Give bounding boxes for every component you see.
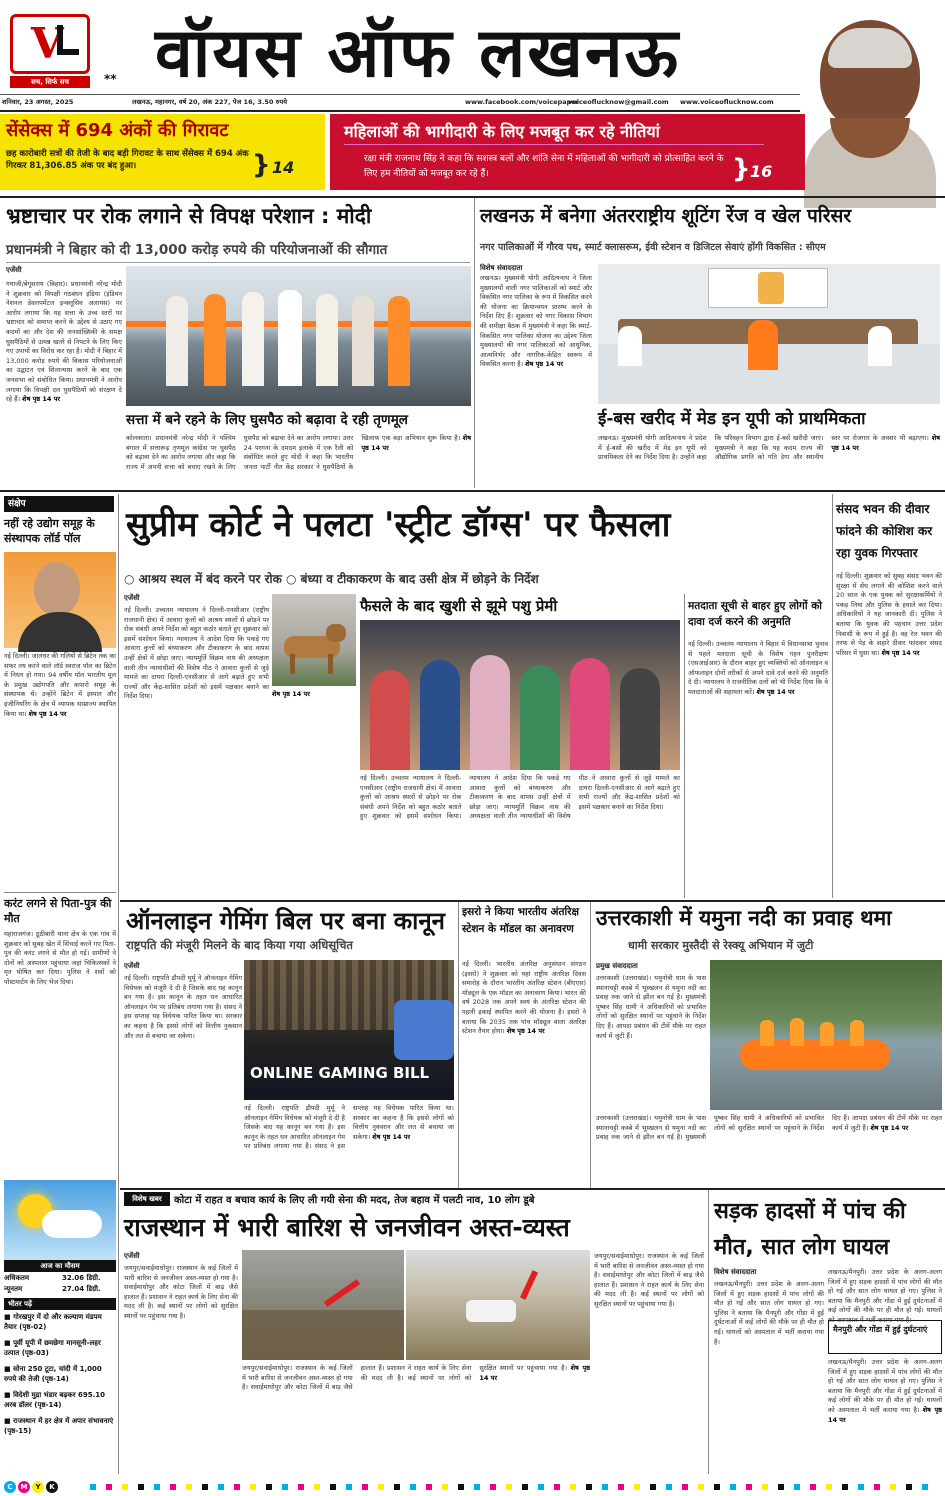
yogi-subheadline-2: ई-बस खरीद में मेड इन यूपी को प्राथमिकता [598, 409, 866, 429]
inside-item-text: राजस्थान में हर क्षेत्र में अपार संभावनाएं [13, 1417, 114, 1425]
flood-photo-1 [242, 1250, 404, 1360]
uttarkashi-subheadline: धामी सरकार मुस्तैदी से रेस्क्यू अभियान में जुटी [628, 939, 814, 952]
rajasthan-byline: एजेंसी [124, 1252, 140, 1260]
inside-item-page: (पृष्ठ-03) [21, 1349, 49, 1357]
modi-photo [126, 266, 471, 406]
accident-body [714, 1280, 824, 1474]
inside-title: भीतर पढ़ें [4, 1298, 116, 1310]
celebration-photo [360, 620, 680, 770]
court-text: नई दिल्ली। उच्चतम न्यायालय ने दिल्ली-एनसीआर (राष्ट्रीय राजधानी क्षेत्र) में आवारा कुत्तों को आश्रय स्थलों से छोड़ने पर रोक संबंधी अपने निर्देश को बहुत कठोर बताते हुए शुक्रवार को इसमें संशोधन किया। न्यायालय ने आदेश दिया कि पकड़े गए आवारा कुत्तों को बंध्याकरण और टीकाकरण के बाद वापस उन्हीं क्षेत्रों में छोड़ा जाए। न्यायमूर्ति विक्रम नाथ की अध्यक्षता वाली तीन न्यायाधीशों की विशेष पीठ ने आवारा कुत्तों से जुड़े मामले का दायरा दिल्ली-एनसीआर से आगे बढ़ाते हुए सभी राज्यों और केंद्र-शासित प्रदेशों को इसमें पक्षकार बनाने का निर्देश दिया। [124, 606, 269, 701]
weather-max-value: 32.06 डिग्री. [62, 1274, 101, 1282]
tagline-text: सच, सिर्फ सच [31, 78, 69, 86]
weather-min-label: न्यूनतम [4, 1285, 23, 1293]
modi-text-2: कोलकाता। प्रधानमंत्री नरेन्द्र मोदी ने पश्चिम बंगाल में सत्तारूढ़ तृणमूल कांग्रेस पर घुसपैठ को बढ़ावा देने का आरोप लगाया और कहा कि राज्य में अपनी सत्ता को बचाए रखने के लिए घुसपैठ को बढ़ावा देने का आरोप लगाया। उत्तर 24 परगना के दमदम इलाके में एक रैली को संबोधित करते हुए मोदी ने कहा कि भारतीय जनता पार्टी नीत केंद्र सरकार ने घुसपैठियों के खिलाफ एक बड़ा अभियान शुरू किया है। [126, 434, 461, 471]
weather-max-label: अधिकतम [4, 1274, 30, 1282]
yogi-headline: लखनऊ में बनेगा अंतरराष्ट्रीय शूटिंग रेंज व खेल परिसर [480, 205, 852, 227]
yogi-continued: शेष पृष्ठ 14 पर [525, 360, 564, 369]
rajasthan-body-2 [242, 1364, 590, 1474]
uttarkashi-body [596, 974, 706, 1110]
modi-subheadline: प्रधानमंत्री ने बिहार को दी 13,000 करोड़ रुपये की परियोजनाओं की सौगात [6, 242, 388, 258]
sidebar-label-text: संक्षेप [8, 499, 26, 509]
uttarkashi-headline: उत्तरकाशी में यमुना नदी का प्रवाह थमा [596, 906, 892, 930]
accident-text: लखनऊ/मैनपुरी। उत्तर प्रदेश के अलग-अलग जिलों में हुए सड़क हादसों में पांच लोगों की मौत हो गई और सात लोग घायल हो गए। पुलिस ने बताया कि मैनपुरी और गोंडा में हुई दुर्घटनाओं में कई लोगों की मौके पर ही मौत हो गई। घायलों को अस्पताल में भर्ती कराया गया है। [714, 1280, 824, 1346]
accident-text-2: लखनऊ/मैनपुरी। उत्तर प्रदेश के अलग-अलग जिलों में हुए सड़क हादसों में पांच लोगों की मौत हो गई और सात लोग घायल हो गए। पुलिस ने बताया कि मैनपुरी और गोंडा में हुई दुर्घटनाओं में कई लोगों की मौके पर ही मौत हो गई। घायलों को अस्पताल में भर्ती कराया गया है। [828, 1268, 942, 1324]
stars: ** [104, 72, 117, 86]
parliament-continued: शेष पृष्ठ 14 पर [881, 648, 920, 657]
voter-body [688, 640, 828, 898]
president-photo [800, 8, 940, 208]
inside-item[interactable]: ■ गोरखपुर में दो और कल्याण मंडपम तैयार (पृष्ठ-02) [4, 1313, 102, 1331]
accident-continued: शेष पृष्ठ 14 पर [828, 1405, 943, 1424]
gaming-body-2 [244, 1104, 454, 1188]
inside-item-text: सोना 250 टूटा, चांदी में 1,000 रुपये की तेजी [4, 1365, 102, 1383]
rajasthan-text-2: जयपुर/सवाईमाधोपुर। राजस्थान के कई जिलों में भारी बारिश से जनजीवन अस्त-व्यस्त हो गया है। सवाईमाधोपुर और कोटा जिलों में बाढ़ जैसे हालात हैं। प्रशासन ने राहत कार्य के लिए सेना की मदद ली है। कई स्थानों पर लोगों को सुरक्षित स्थानों पर पहुंचाया गया है। [242, 1364, 568, 1392]
weather-min-value: 27.04 डिग्री. [62, 1285, 101, 1293]
gaming-text-2: नई दिल्ली। राष्ट्रपति द्रौपदी मुर्मू ने ऑनलाइन गेमिंग विधेयक को मंजूरी दे दी है जिसके बाद यह कानून बन गया है। इस कानून के तहत धन आधारित ऑनलाइन गेम पर प्रतिबंध लगाया गया है। संसद ने इस सप्ताह यह विधेयक पारित किया था। सरकार का कहना है कि इससे लोगों को वित्तीय नुकसान और लत से बचाया जा सकेगा। [244, 1104, 454, 1151]
gaming-subheadline: राष्ट्रपति की मंजूरी मिलने के बाद किया गया अधिसूचित [126, 938, 353, 952]
inside-item-page: (पृष्ठ-14) [34, 1401, 62, 1409]
rajasthan-text: जयपुर/सवाईमाधोपुर। राजस्थान के कई जिलों में भारी बारिश से जनजीवन अस्त-व्यस्त हो गया है। सवाईमाधोपुर और कोटा जिलों में बाढ़ जैसे हालात हैं। प्रशासन ने राहत कार्य के लिए सेना की मदद ली है। कई स्थानों पर लोगों को सुरक्षित स्थानों पर पहुंचाया गया है। [124, 1264, 238, 1320]
issue-date: शनिवार, 23 अगस्त, 2025 [2, 98, 74, 106]
rajasthan-text-3: जयपुर/सवाईमाधोपुर। राजस्थान के कई जिलों में भारी बारिश से जनजीवन अस्त-व्यस्त हो गया है। सवाईमाधोपुर और कोटा जिलों में बाढ़ जैसे हालात हैं। प्रशासन ने राहत कार्य के लिए सेना की मदद ली है। कई स्थानों पर लोगों को सुरक्षित स्थानों पर पहुंचाया गया है। [594, 1252, 704, 1308]
voter-text: नई दिल्ली। उच्चतम न्यायालय ने बिहार में विधानसभा चुनाव से पहले मतदाता सूची के विशेष गहन पुनरीक्षण (एसआईआर) के दौरान बाहर हुए व्यक्तियों को ऑनलाइन व ऑफलाइन दोनों तरीकों से अपने दावे दर्ज करने की अनुमति दे दी। न्यायालय ने राजनीतिक दलों को भी निर्देश दिया कि वे मतदाताओं की सहायता करें। [688, 640, 828, 696]
current-death-headline: करंट लगने से पिता-पुत्र की मौत [4, 897, 112, 925]
rescue-photo [710, 960, 942, 1110]
gaming-byline: एजेंसी [124, 962, 140, 970]
yogi-photo [598, 264, 940, 404]
court-continued: शेष पृष्ठ 14 पर [272, 690, 310, 698]
cmyk-mark-k: K [46, 1481, 58, 1493]
logo-text: V [31, 19, 64, 68]
cmyk-mark-y: Y [32, 1481, 44, 1493]
logo [10, 14, 90, 74]
modi-continued: शेष पृष्ठ 14 पर [22, 395, 61, 404]
cmyk-mark-c: C [4, 1481, 16, 1493]
current-death-text: महाराजगंज। ठूठीबारी थाना क्षेत्र के एक गांव में शुक्रवार को सुबह खेत में सिंचाई करने गए पिता-पुत्र की करंट लगने से मौत हो गई। ग्रामीणों ने दोनों को अस्पताल पहुंचाया जहां चिकित्सकों ने मृत घोषित कर दिया। पुलिस ने शवों को पोस्टमार्टम के लिए भेज दिया। [4, 930, 116, 986]
lord-paul-headline: नहीं रहे उद्योग समूह के संस्थापक लॉर्ड पॉल [4, 517, 95, 545]
court-headline: सुप्रीम कोर्ट ने पलटा 'स्ट्रीट डॉग्स' पर फैसला [126, 505, 671, 545]
gaming-headline: ऑनलाइन गेमिंग बिल पर बना कानून [126, 907, 446, 935]
uttarkashi-byline: प्रमुख संवाददाता [596, 962, 638, 970]
gaming-photo [244, 960, 454, 1100]
yogi-text-2: लखनऊ। मुख्यमंत्री योगी आदित्यनाथ ने प्रदेश में ई-बसों की खरीद में मेड इन यूपी को प्राथमिकता देने का निर्देश दिया है। उन्होंने कहा कि परिवहन विभाग द्वारा ई-बसें खरीदी जाएं। मुख्यमंत्री ने कहा कि यह कदम राज्य की औद्योगिक प्रगति को गति देगा और स्थानीय स्तर पर रोजगार के अवसर भी बढ़ाएगा। [598, 434, 929, 462]
inside-list [4, 1312, 116, 1442]
court-body-2 [272, 690, 356, 850]
yogi-body [480, 264, 592, 486]
parliament-text: नई दिल्ली। शुक्रवार को सुबह संसद भवन की सुरक्षा में सेंध लगाने की कोशिश करने वाले 20 साल के एक युवक को सुरक्षाकर्मियों ने पकड़ लिया और पुलिस के हवाले कर दिया। अधिकारियों ने यह जानकारी दी। पुलिस ने बताया कि युवक की पहचान उत्तर प्रदेश निवासी के रूप में हुई है। वह रेल भवन की तरफ से पेड़ के सहारे दीवार फांदकर संसद परिसर में घुसा था। [836, 572, 942, 657]
rajasthan-headline: राजस्थान में भारी बारिश से जनजीवन अस्त-व्यस्त [124, 1213, 570, 1242]
rajasthan-label [124, 1192, 170, 1206]
inside-item-page: (पृष्ठ-14) [41, 1375, 69, 1383]
parliament-headline: संसद भवन की दीवार फांदने की कोशिश कर रहा युवक गिरफ्तार [836, 502, 933, 560]
color-registration-bar [0, 1478, 945, 1496]
weather-image [4, 1180, 116, 1260]
modi-body-2 [126, 434, 471, 486]
accident-byline: विशेष संवाददाता [714, 1268, 757, 1276]
weather-table [4, 1273, 116, 1295]
celebration-caption: फैसले के बाद खुशी से झूमे पशु प्रेमी [360, 597, 558, 615]
rajasthan-kicker: कोटा में राहत व बचाव कार्य के लिए ली गयी सेना की मदद, तेज बहाव में पलटी नाव, 10 लोग डूबे [174, 1195, 535, 1206]
parliament-body [836, 572, 942, 898]
teaser-page: 16 [750, 162, 773, 181]
modi-headline: भ्रष्टाचार पर रोक लगाने से विपक्ष परेशान : मोदी [6, 204, 372, 228]
isro-continued: शेष पृष्ठ 14 पर [506, 1027, 545, 1036]
gaming-continued: शेष पृष्ठ 14 पर [372, 1132, 411, 1141]
accident-body-2 [828, 1268, 942, 1324]
court-subheadline: ○ आश्रय स्थल में बंद करने पर रोक ○ बंध्या व टीकाकरण के बाद उसी क्षेत्र में छोड़ने के निर्देश [124, 572, 539, 586]
website-link[interactable]: www.voiceoflucknow.com [680, 98, 774, 106]
lord-paul-body [4, 652, 116, 888]
masthead-title: वॉयस ऑफ लखनऊ [155, 14, 681, 93]
uttarkashi-continued: शेष पृष्ठ 14 पर [870, 1123, 909, 1132]
sidebar-label [4, 496, 114, 512]
celebration-text [360, 774, 680, 898]
accident-body-3 [828, 1358, 942, 1474]
cmyk-mark-m: M [18, 1481, 30, 1493]
court-text-2: नई दिल्ली। उच्चतम न्यायालय ने दिल्ली-एनसीआर (राष्ट्रीय राजधानी क्षेत्र) में आवारा कुत्तों को आश्रय स्थलों से छोड़ने पर रोक संबंधी अपने निर्देश को बहुत कठोर बताते हुए शुक्रवार को इसमें संशोधन किया। न्यायालय ने आदेश दिया कि पकड़े गए आवारा कुत्तों को बंध्याकरण और टीकाकरण के बाद वापस उन्हीं क्षेत्रों में छोड़ा जाए। न्यायमूर्ति विक्रम नाथ की अध्यक्षता वाली तीन न्यायाधीशों की विशेष पीठ ने आवारा कुत्तों से जुड़े मामले का दायरा दिल्ली-एनसीआर से आगे बढ़ाते हुए सभी राज्यों और केंद्र-शासित प्रदेशों को इसमें पक्षकार बनाने का निर्देश दिया। [360, 774, 680, 821]
yogi-continued-2: शेष पृष्ठ 14 पर [831, 434, 940, 452]
teaser-sensex[interactable]: सेंसेक्स में 694 अंकों की गिरावट छह कारोबारी सत्रों की तेजी के बाद बड़ी गिरावट के साथ सेंसेक्स में 694 अंक गिरकर 81,306.85 अंक पर बंद हुआ। } 14 [0, 114, 325, 190]
accident-text-3: लखनऊ/मैनपुरी। उत्तर प्रदेश के अलग-अलग जिलों में हुए सड़क हादसों में पांच लोगों की मौत हो गई और सात लोग घायल हो गए। पुलिस ने बताया कि मैनपुरी और गोंडा में हुई दुर्घटनाओं में कई लोगों की मौके पर ही मौत हो गई। घायलों को अस्पताल में भर्ती कराया गया है। [828, 1358, 942, 1414]
court-body [124, 606, 269, 898]
court-byline: एजेंसी [124, 594, 140, 602]
teaser-women[interactable]: महिलाओं की भागीदारी के लिए मजबूत कर रहे नीतियां रक्षा मंत्री राजनाथ सिंह ने कहा कि सशस्त्र बलों और शांति सेना में महिलाओं की भागीदारी को प्रोत्साहित करने के लिए हम नीतियों को मजबूत कर रहे हैं। } 16 [330, 114, 805, 190]
uttarkashi-text: उत्तरकाशी (उत्तराखंड)। यमुनोत्री धाम के पास स्यानाचट्टी कस्बे में भूस्खलन से यमुना नदी का प्रवाह रुक जाने से झील बन गई है। मुख्यमंत्री पुष्कर सिंह धामी ने अधिकारियों को प्रभावित लोगों को सुरक्षित स्थानों पर पहुंचाने के निर्देश दिए हैं। आपदा प्रबंधन की टीमें मौके पर राहत कार्य में जुटी हैं। [596, 974, 706, 1040]
facebook-link[interactable]: www.facebook.com/voicepaper [465, 98, 579, 106]
inside-item[interactable]: ■ पूर्वी यूपी में छमछेगा मानसूनी-लहर उत्पात (पृष्ठ-03) [4, 1339, 101, 1357]
uttarkashi-text-2: उत्तरकाशी (उत्तराखंड)। यमुनोत्री धाम के पास स्यानाचट्टी कस्बे में भूस्खलन से यमुना नदी का प्रवाह रुक जाने से झील बन गई है। मुख्यमंत्री पुष्कर सिंह धामी ने अधिकारियों को प्रभावित लोगों को सुरक्षित स्थानों पर पहुंचाने के निर्देश दिए हैं। आपदा प्रबंधन की टीमें मौके पर राहत कार्य में जुटी हैं। [596, 1114, 942, 1142]
lord-paul-continued: शेष पृष्ठ 14 पर [28, 709, 67, 718]
edition-info: लखनऊ, महानगर, वर्ष 20, अंक 227, पेज 16, 3.50 रुपये [132, 98, 287, 106]
accident-box-text: मैनपुरी और गोंडा में हुई दुर्घटनाएं [833, 1325, 928, 1334]
weather-title: आज का मौसम [4, 1260, 116, 1272]
inside-item-text: पूर्वी यूपी में छमछेगा मानसूनी-लहर उत्पात [4, 1339, 101, 1357]
rajasthan-body [124, 1264, 238, 1474]
teaser-page: 14 [272, 158, 295, 177]
dog-photo [272, 594, 356, 686]
rajasthan-label-text: विशेष खबर [132, 1195, 162, 1203]
isro-headline: इसरो ने किया भारतीय अंतरिक्ष स्टेशन के मॉडल का अनावरण [462, 906, 580, 935]
accident-headline: सड़क हादसों में पांच की मौत, सात लोग घायल [714, 1199, 906, 1260]
inside-item-page: (पृष्ठ-15) [4, 1427, 32, 1435]
gaming-text: नई दिल्ली। राष्ट्रपति द्रौपदी मुर्मू ने ऑनलाइन गेमिंग विधेयक को मंजूरी दे दी है जिसके बाद यह कानून बन गया है। इस कानून के तहत धन आधारित ऑनलाइन गेम पर प्रतिबंध लगाया गया है। संसद ने इस सप्ताह यह विधेयक पारित किया था। सरकार का कहना है कि इससे लोगों को वित्तीय नुकसान और लत से बचाया जा सकेगा। [124, 974, 242, 1040]
yogi-text: लखनऊ। मुख्यमंत्री योगी आदित्यनाथ ने जिला मुख्यालयों वाली नगर पालिकाओं को स्मार्ट और विकसित नगर पालिका के रूप में विकसित करने की योजना का क्रियान्वयन प्रारम्भ करने के निर्देश दिए हैं। शुक्रवार को नगर विकास विभाग की समीक्षा बैठक में मुख्यमंत्री ने कहा कि स्मार्ट-विकसित नगर पालिका योजना का उद्देश्य जिला मुख्यालयों की नगर पालिकाओं को आधुनिक, आत्मनिर्भर और नागरिक-केंद्रित स्वरूप में विकसित करना है। [480, 274, 592, 369]
rajasthan-continued: शेष पृष्ठ 14 पर [479, 1364, 590, 1382]
inside-item-page: (पृष्ठ-02) [19, 1323, 47, 1331]
gaming-photo-text: ONLINE GAMING BILL [250, 1064, 430, 1082]
current-death-body [4, 930, 116, 1176]
uttarkashi-body-2 [596, 1114, 942, 1186]
voter-headline: मतदाता सूची से बाहर हुए लोगों को दावा दर्ज करने की अनुमति [688, 600, 822, 628]
inside-item[interactable]: ■ राजस्थान में हर क्षेत्र में अपार संभावनाएं (पृष्ठ-15) [4, 1417, 114, 1435]
inside-item[interactable]: ■ सोना 250 टूटा, चांदी में 1,000 रुपये की तेजी (पृष्ठ-14) [4, 1365, 102, 1383]
modi-continued-2: शेष पृष्ठ 14 पर [361, 434, 471, 452]
modi-text: गयाजी/बेगूसराय (बिहार)। प्रधानमंत्री नरेन्द्र मोदी ने शुक्रवार को विपक्षी गठबंधन इंडिया (इंडियन नेशनल डेवलपमेंटल इन्क्लूसिव अलायंस) पर आरोप लगाया कि यह सत्ता के उच्च स्तरों पर भ्रष्टाचार को समाप्त करने के उद्देश्य से उठाए गए कदमों का और देश की जनसांख्यिकी के समक्ष घुसपैठियों से उत्पन्न खतरे से निपटने के लिए किए गए उपायों का विरोध कर रहा है। मोदी ने बिहार में 13,000 करोड़ रुपये की विकास परियोजनाओं का उद्घाटन एवं शिलान्यास करने के बाद एक जनसभा को संबोधित किया। प्रधानमंत्री ने आरोप लगाया कि विपक्षी दल घुसपैठियों को संरक्षण दे रहे हैं। [6, 280, 122, 404]
rajasthan-body-3 [594, 1252, 704, 1474]
email-link[interactable]: voiceoflucknow@gmail.com [568, 98, 669, 106]
teaser-text: रक्षा मंत्री राजनाथ सिंह ने कहा कि सशस्त्र बलों और शांति सेना में महिलाओं की भागीदारी को प्रोत्साहित करने के लिए हम नीतियों को मजबूत कर रहे हैं। [364, 154, 724, 179]
yogi-subheadline: नगर पालिकाओं में गौरव पथ, स्मार्ट क्लासरूम, ईवी स्टेशन व डिजिटल सेवाएं होंगी विकसित : सीएम [480, 242, 826, 253]
lord-paul-photo [4, 552, 116, 648]
modi-byline: एजेंसी [6, 266, 22, 274]
isro-text: नई दिल्ली। भारतीय अंतरिक्ष अनुसंधान संगठन (इसरो) ने शुक्रवार को यहां राष्ट्रीय अंतरिक्ष दिवस समारोह के दौरान भारतीय अंतरिक्ष स्टेशन (बीएएस) मॉड्यूल के एक मॉडल का अनावरण किया। भारत की वर्ष 2028 तक अपने स्वयं के अंतरिक्ष स्टेशन की पहली इकाई स्थापित करने की योजना है। इसरो ने बताया कि 2035 तक पांच मॉड्यूल वाला अंतरिक्ष स्टेशन तैयार होगा। [462, 960, 586, 1036]
tagline [10, 76, 90, 88]
lord-paul-text: नई दिल्ली। जालंधर की गलियों से ब्रिटेन तक का सफर तय करने वाले लॉर्ड स्वराज पॉल का ब्रिटेन में निधन हो गया। 94 वर्षीय पॉल भारतीय मूल के प्रमुख उद्योगपति और कपारो समूह के संस्थापक थे। उन्होंने ब्रिटेन में इस्पात और इंजीनियरिंग के क्षेत्र में व्यापक साम्राज्य स्थापित किया था। [4, 652, 116, 718]
yogi-byline: विशेष संवाददाता [480, 264, 523, 272]
gaming-body [124, 974, 242, 1188]
modi-subheadline-2: सत्ता में बने रहने के लिए घुसपैठ को बढ़ावा दे रही तृणमूल [126, 412, 408, 428]
yogi-body-2 [598, 434, 940, 486]
teaser-text: छह कारोबारी सत्रों की तेजी के बाद बड़ी गिरावट के साथ सेंसेक्स में 694 अंक गिरकर 81,306.85 अंक पर बंद हुआ। [6, 149, 249, 171]
flood-photo-2 [406, 1250, 590, 1360]
teaser-title: सेंसेक्स में 694 अंकों की गिरावट [6, 120, 229, 141]
inside-item-text: विदेशी मुद्रा भंडार बढ़कर 695.10 अरब डॉलर [4, 1391, 106, 1409]
voter-continued: शेष पृष्ठ 14 पर [756, 687, 795, 696]
modi-body [6, 280, 122, 486]
teaser-title: महिलाओं की भागीदारी के लिए मजबूत कर रहे नीतियां [344, 122, 660, 141]
isro-body [462, 960, 586, 1188]
inside-item[interactable]: ■ विदेशी मुद्रा भंडार बढ़कर 695.10 अरब डॉलर (पृष्ठ-14) [4, 1391, 106, 1409]
inside-item-text: गोरखपुर में दो और कल्याण मंडपम तैयार [4, 1313, 102, 1331]
